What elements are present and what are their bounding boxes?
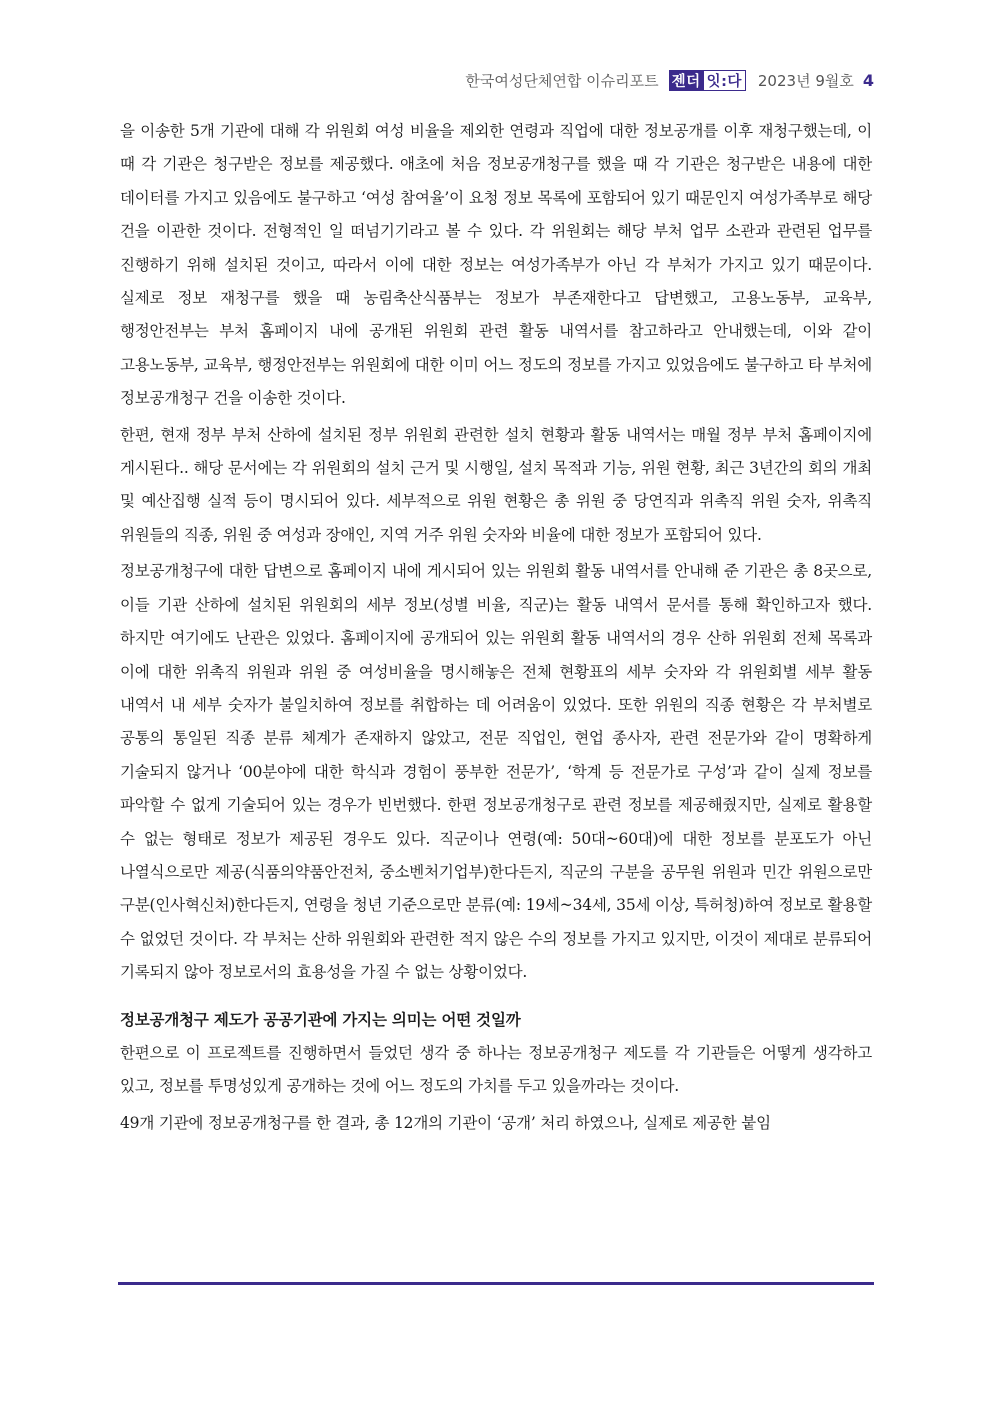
paragraph-2: 한편, 현재 정부 부처 산하에 설치된 정부 위원회 관련한 설치 현황과 활동 내역서는 매월 정부 부처 홈페이지에 게시된다.. 해당 문서에는 각 위원회의 설치 근거 및 시행일, 설치 목적과 기능, 위원 현황, 최근 3년간의 회의 개최 및 예산집행 실적 등이 명시되어 있다. 세부적으로 위원 현황은 총 위원 중 당연직과 위촉직 위원 숫자, 위촉직 위원들의 직종, 위원 중 여성과 장애인, 지역 거주 위원 숫자와 비율에 대한 정보가 포함되어 있다. [120,425,872,544]
paragraph-4: 한편으로 이 프로젝트를 진행하면서 들었던 생각 중 하나는 정보공개청구 제도를 각 기관들은 어떻게 생각하고 있고, 정보를 투명성있게 공개하는 것에 어느 정도의 가치를 두고 있을까라는 것이다. [120,1043,872,1096]
paragraph-3: 정보공개청구에 대한 답변으로 홈페이지 내에 게시되어 있는 위원회 활동 내역서를 안내해 준 기관은 총 8곳으로, 이들 기관 산하에 설치된 위원회의 세부 정보(성별 비율, 직군)는 활동 내역서 문서를 통해 확인하고자 했다. 하지만 여기에도 난관은 있었다. 홈페이지에 공개되어 있는 위원회 활동 내역서의 경우 산하 위원회 전체 목록과 이에 대한 위촉직 위원과 위원 중 여성비율을 명시해놓은 전체 현황표의 세부 숫자와 각 위원회별 세부 활동 내역서 내 세부 숫자가 불일치하여 정보를 취합하는 데 어려움이 있었다. 또한 위원의 직종 현황은 각 부처별로 공통의 통일된 직종 분류 체계가 존재하지 않았고, 전문 직업인, 현업 종사자, 관련 전문가와 같이 명확하게 기술되지 않거나 ‘00분야에 대한 학식과 경험이 풍부한 전문가’, ‘학계 등 전문가로 구성’과 같이 실제 정보를 파악할 수 없게 기술되어 있는 경우가 빈번했다. 한편 정보공개청구로 관련 정보를 제공해줬지만, 실제로 활용할 수 없는 형태로 정보가 제공된 경우도 있다. 직군이나 연령(예: 50대~60대)에 대한 정보를 분포도가 아닌 나열식으로만 제공(식품의약품안전처, 중소벤처기업부)한다든지, 직군의 구분을 공무원 위원과 민간 위원으로만 구분(인사혁신처)한다든지, 연령을 청년 기준으로만 분류(예: 19세~34세, 35세 이상, 특허청)하여 정보로 활용할 수 없었던 것이다. 각 부처는 산하 위원회와 관련한 적지 않은 수의 정보를 가지고 있지만, 이것이 제대로 분류되어 기록되지 않아 정보로서의 효용성을 가질 수 없는 상황이었다. [120,562,873,982]
bottom-divider [118,1282,874,1285]
page-number: 4 [862,70,874,90]
header-org: 한국여성단체연합 이슈리포트 [465,71,659,90]
brand-logo [669,70,746,91]
article-body [120,115,872,1143]
brand-logo-right: 잇:다 [704,70,746,91]
page-header [465,66,874,94]
brand-logo-left: 젠더 [669,70,704,91]
paragraph-1: 을 이송한 5개 기관에 대해 각 위원회 여성 비율을 제외한 연령과 직업에 대한 정보공개를 이후 재청구했는데, 이 때 각 기관은 청구받은 정보를 제공했다. 애초에 처음 정보공개청구를 했을 때 각 기관은 청구받은 내용에 대한 데이터를 가지고 있음에도 불구하고 ‘여성 참여율’이 요청 정보 목록에 포함되어 있기 때문인지 여성가족부로 해당 건을 이관한 것이다. 전형적인 일 떠넘기기라고 볼 수 있다. 각 위원회는 해당 부처 업무 소관과 관련된 업무를 진행하기 위해 설치된 것이고, 따라서 이에 대한 정보는 여성가족부가 아닌 각 부처가 가지고 있기 때문이다. 실제로 정보 재청구를 했을 때 농림축산식품부는 정보가 부존재한다고 답변했고, 고용노동부, 교육부, 행정안전부는 부처 홈페이지 내에 공개된 위원회 관련 활동 내역서를 참고하라고 안내했는데, 이와 같이 고용노동부, 교육부, 행정안전부는 위원회에 대한 이미 어느 정도의 정보를 가지고 있었음에도 불구하고 타 부처에 정보공개청구 건을 이송한 것이다. [120,122,872,408]
paragraph-5: 49개 기관에 정보공개청구를 한 결과, 총 12개의 기관이 ‘공개’ 처리 하였으나, 실제로 제공한 붙임 [120,1113,771,1132]
section-heading: 정보공개청구 제도가 공공기관에 가지는 의미는 어떤 것일까 [120,1010,521,1029]
header-issue: 2023년 9월호 [757,71,854,90]
